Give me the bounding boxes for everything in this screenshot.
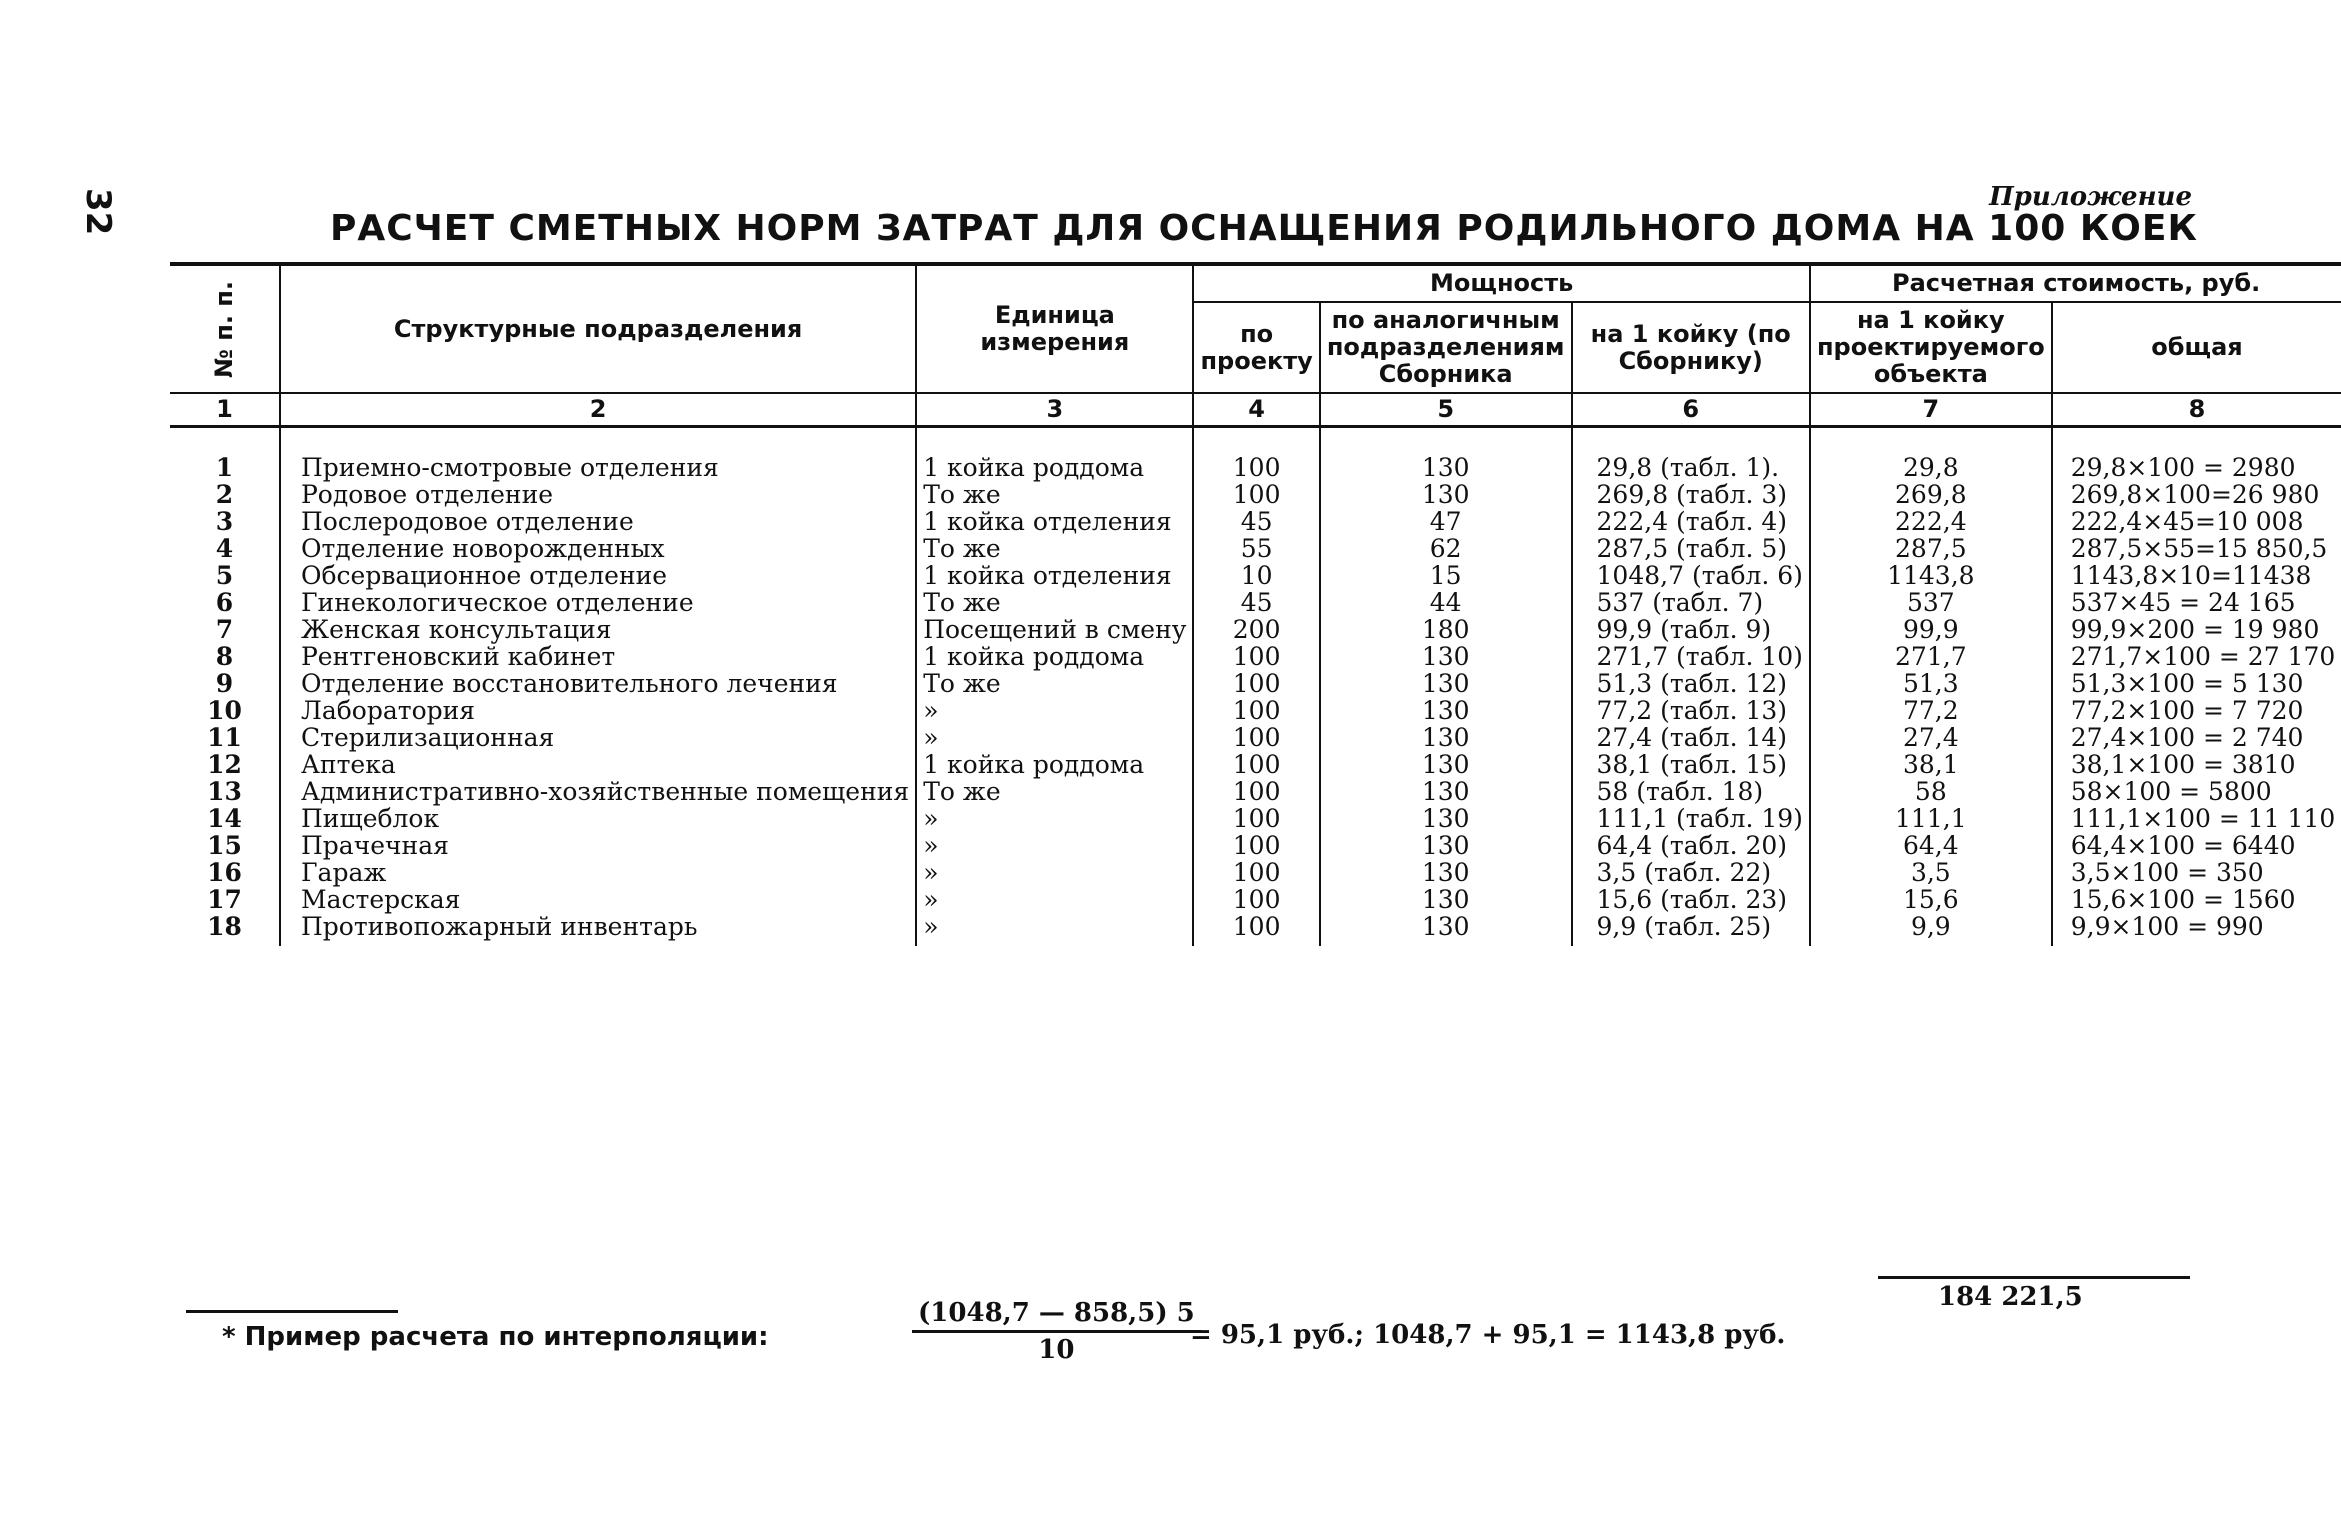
row-number: 11 xyxy=(170,724,280,751)
row-number: 15 xyxy=(170,832,280,859)
table-row xyxy=(170,886,2341,913)
col-number: 1 xyxy=(170,393,280,427)
project-capacity: 100 xyxy=(1193,697,1319,724)
unit-cell: 1 койка отделения xyxy=(916,562,1193,589)
spacer-row xyxy=(170,427,2341,455)
project-capacity: 10 xyxy=(1193,562,1319,589)
per-bed-object-cost: 58 xyxy=(1810,778,2052,805)
table-row xyxy=(170,913,2341,946)
total-cost: 29,8×100 = 2980 xyxy=(2052,454,2341,481)
per-bed-norm: 271,7 (табл. 10) xyxy=(1572,643,1810,670)
table-row xyxy=(170,832,2341,859)
unit-cell: » xyxy=(916,859,1193,886)
per-bed-object-cost: 111,1 xyxy=(1810,805,2052,832)
unit-cell: » xyxy=(916,832,1193,859)
total-cost: 51,3×100 = 5 130 xyxy=(2052,670,2341,697)
column-number-row xyxy=(170,393,2341,427)
table-row xyxy=(170,724,2341,751)
total-cost: 537×45 = 24 165 xyxy=(2052,589,2341,616)
total-rule xyxy=(1878,1276,2190,1279)
col-number: 5 xyxy=(1320,393,1572,427)
project-capacity: 100 xyxy=(1193,724,1319,751)
division-name: Мастерская xyxy=(280,886,916,913)
row-number: 13 xyxy=(170,778,280,805)
division-name: Гинекологическое отделение xyxy=(280,589,916,616)
total-cost: 9,9×100 = 990 xyxy=(2052,913,2341,946)
total-cost: 77,2×100 = 7 720 xyxy=(2052,697,2341,724)
total-cost: 269,8×100=26 980 xyxy=(2052,481,2341,508)
analog-capacity: 44 xyxy=(1320,589,1572,616)
total-cost: 15,6×100 = 1560 xyxy=(2052,886,2341,913)
table-row xyxy=(170,751,2341,778)
appendix-label: Приложение xyxy=(1989,182,2192,212)
project-capacity: 100 xyxy=(1193,859,1319,886)
division-name: Родовое отделение xyxy=(280,481,916,508)
header-per-bed-object: на 1 койку проектируемого объекта xyxy=(1810,302,2052,393)
row-number: 5 xyxy=(170,562,280,589)
table-row xyxy=(170,778,2341,805)
row-number: 4 xyxy=(170,535,280,562)
per-bed-norm: 15,6 (табл. 23) xyxy=(1572,886,1810,913)
unit-cell: » xyxy=(916,724,1193,751)
per-bed-norm: 1048,7 (табл. 6) xyxy=(1572,562,1810,589)
per-bed-norm: 222,4 (табл. 4) xyxy=(1572,508,1810,535)
table-row xyxy=(170,508,2341,535)
unit-cell: То же xyxy=(916,778,1193,805)
col-number: 4 xyxy=(1193,393,1319,427)
row-number: 18 xyxy=(170,913,280,946)
footnote-label: * Пример расчета по интерполяции: xyxy=(222,1322,769,1352)
fraction-numerator: (1048,7 — 858,5) 5 xyxy=(912,1298,1201,1333)
table-header xyxy=(170,264,2341,427)
row-number: 12 xyxy=(170,751,280,778)
per-bed-norm: 38,1 (табл. 15) xyxy=(1572,751,1810,778)
table-row xyxy=(170,670,2341,697)
total-cost: 58×100 = 5800 xyxy=(2052,778,2341,805)
division-name: Противопожарный инвентарь xyxy=(280,913,916,946)
division-name: Отделение восстановительного лечения xyxy=(280,670,916,697)
per-bed-object-cost: 1143,8 xyxy=(1810,562,2052,589)
header-per-bed: на 1 койку (по Сборнику) xyxy=(1572,302,1810,393)
header-total: общая xyxy=(2052,302,2341,393)
row-number: 3 xyxy=(170,508,280,535)
total-cost: 271,7×100 = 27 170 xyxy=(2052,643,2341,670)
interpolation-result: = 95,1 руб.; 1048,7 + 95,1 = 1143,8 руб. xyxy=(1190,1320,1786,1350)
per-bed-object-cost: 29,8 xyxy=(1810,454,2052,481)
division-name: Женская консультация xyxy=(280,616,916,643)
row-number: 10 xyxy=(170,697,280,724)
table-row xyxy=(170,562,2341,589)
table-row xyxy=(170,643,2341,670)
per-bed-norm: 77,2 (табл. 13) xyxy=(1572,697,1810,724)
per-bed-object-cost: 3,5 xyxy=(1810,859,2052,886)
header-cost-group: Расчетная стоимость, руб. xyxy=(1810,264,2341,302)
per-bed-norm: 287,5 (табл. 5) xyxy=(1572,535,1810,562)
analog-capacity: 130 xyxy=(1320,859,1572,886)
division-name: Лаборатория xyxy=(280,697,916,724)
per-bed-norm: 9,9 (табл. 25) xyxy=(1572,913,1810,946)
analog-capacity: 130 xyxy=(1320,805,1572,832)
division-name: Прачечная xyxy=(280,832,916,859)
per-bed-object-cost: 99,9 xyxy=(1810,616,2052,643)
footnote-rule xyxy=(186,1310,398,1313)
per-bed-norm: 29,8 (табл. 1). xyxy=(1572,454,1810,481)
division-name: Рентгеновский кабинет xyxy=(280,643,916,670)
per-bed-norm: 58 (табл. 18) xyxy=(1572,778,1810,805)
per-bed-object-cost: 269,8 xyxy=(1810,481,2052,508)
table-row xyxy=(170,589,2341,616)
row-number: 16 xyxy=(170,859,280,886)
total-cost: 287,5×55=15 850,5 xyxy=(2052,535,2341,562)
analog-capacity: 180 xyxy=(1320,616,1572,643)
unit-cell: То же xyxy=(916,535,1193,562)
row-number: 8 xyxy=(170,643,280,670)
fraction-denominator: 10 xyxy=(1038,1335,1075,1365)
project-capacity: 100 xyxy=(1193,454,1319,481)
per-bed-norm: 3,5 (табл. 22) xyxy=(1572,859,1810,886)
project-capacity: 100 xyxy=(1193,778,1319,805)
row-number: 1 xyxy=(170,454,280,481)
project-capacity: 200 xyxy=(1193,616,1319,643)
header-by-analogous: по аналогичным подразделениям Сборника xyxy=(1320,302,1572,393)
project-capacity: 45 xyxy=(1193,589,1319,616)
page-title: РАСЧЕТ СМЕТНЫХ НОРМ ЗАТРАТ ДЛЯ ОСНАЩЕНИЯ РОДИЛЬНОГО ДОМА НА 100 КОЕК xyxy=(330,208,2198,249)
unit-cell: То же xyxy=(916,589,1193,616)
total-cost: 222,4×45=10 008 xyxy=(2052,508,2341,535)
row-number: 14 xyxy=(170,805,280,832)
analog-capacity: 15 xyxy=(1320,562,1572,589)
col-number: 6 xyxy=(1572,393,1810,427)
total-cost: 38,1×100 = 3810 xyxy=(2052,751,2341,778)
project-capacity: 100 xyxy=(1193,751,1319,778)
col-number: 3 xyxy=(916,393,1193,427)
per-bed-norm: 27,4 (табл. 14) xyxy=(1572,724,1810,751)
analog-capacity: 62 xyxy=(1320,535,1572,562)
header-divisions: Структурные подразделения xyxy=(280,264,916,393)
unit-cell: 1 койка роддома xyxy=(916,454,1193,481)
division-name: Гараж xyxy=(280,859,916,886)
grand-total: 184 221,5 xyxy=(1938,1282,2083,1312)
per-bed-object-cost: 51,3 xyxy=(1810,670,2052,697)
per-bed-norm: 269,8 (табл. 3) xyxy=(1572,481,1810,508)
col-number: 2 xyxy=(280,393,916,427)
per-bed-object-cost: 537 xyxy=(1810,589,2052,616)
unit-cell: 1 койка роддома xyxy=(916,751,1193,778)
unit-cell: » xyxy=(916,697,1193,724)
per-bed-norm: 64,4 (табл. 20) xyxy=(1572,832,1810,859)
division-name: Аптека xyxy=(280,751,916,778)
analog-capacity: 130 xyxy=(1320,751,1572,778)
per-bed-object-cost: 27,4 xyxy=(1810,724,2052,751)
analog-capacity: 130 xyxy=(1320,778,1572,805)
total-cost: 27,4×100 = 2 740 xyxy=(2052,724,2341,751)
analog-capacity: 130 xyxy=(1320,643,1572,670)
division-name: Обсервационное отделение xyxy=(280,562,916,589)
table-row xyxy=(170,859,2341,886)
division-name: Послеродовое отделение xyxy=(280,508,916,535)
analog-capacity: 130 xyxy=(1320,724,1572,751)
table-row xyxy=(170,616,2341,643)
division-name: Административно-хозяйственные помещения xyxy=(280,778,916,805)
unit-cell: 1 койка отделения xyxy=(916,508,1193,535)
table-row xyxy=(170,535,2341,562)
row-number: 2 xyxy=(170,481,280,508)
analog-capacity: 130 xyxy=(1320,886,1572,913)
cost-table xyxy=(170,262,2341,946)
analog-capacity: 130 xyxy=(1320,481,1572,508)
unit-cell: То же xyxy=(916,481,1193,508)
page-number: 32 xyxy=(78,188,118,236)
division-name: Отделение новорожденных xyxy=(280,535,916,562)
table-body xyxy=(170,427,2341,947)
analog-capacity: 130 xyxy=(1320,913,1572,946)
table-row xyxy=(170,454,2341,481)
project-capacity: 45 xyxy=(1193,508,1319,535)
analog-capacity: 130 xyxy=(1320,454,1572,481)
analog-capacity: 130 xyxy=(1320,697,1572,724)
division-name: Стерилизационная xyxy=(280,724,916,751)
table-row xyxy=(170,697,2341,724)
header-by-project: по проекту xyxy=(1193,302,1319,393)
row-number: 7 xyxy=(170,616,280,643)
per-bed-object-cost: 15,6 xyxy=(1810,886,2052,913)
total-cost: 99,9×200 = 19 980 xyxy=(2052,616,2341,643)
header-unit: Единица измерения xyxy=(916,264,1193,393)
project-capacity: 100 xyxy=(1193,643,1319,670)
per-bed-object-cost: 271,7 xyxy=(1810,643,2052,670)
analog-capacity: 130 xyxy=(1320,670,1572,697)
per-bed-norm: 537 (табл. 7) xyxy=(1572,589,1810,616)
per-bed-norm: 111,1 (табл. 19) xyxy=(1572,805,1810,832)
per-bed-object-cost: 9,9 xyxy=(1810,913,2052,946)
project-capacity: 100 xyxy=(1193,832,1319,859)
per-bed-object-cost: 77,2 xyxy=(1810,697,2052,724)
unit-cell: Посещений в смену xyxy=(916,616,1193,643)
table-row xyxy=(170,481,2341,508)
col-number: 7 xyxy=(1810,393,2052,427)
header-num: № п. п. xyxy=(170,264,280,393)
project-capacity: 100 xyxy=(1193,805,1319,832)
total-cost: 64,4×100 = 6440 xyxy=(2052,832,2341,859)
interpolation-fraction xyxy=(912,1298,1201,1365)
per-bed-norm: 99,9 (табл. 9) xyxy=(1572,616,1810,643)
row-number: 6 xyxy=(170,589,280,616)
project-capacity: 100 xyxy=(1193,913,1319,946)
analog-capacity: 130 xyxy=(1320,832,1572,859)
per-bed-norm: 51,3 (табл. 12) xyxy=(1572,670,1810,697)
total-cost: 111,1×100 = 11 110 xyxy=(2052,805,2341,832)
per-bed-object-cost: 287,5 xyxy=(1810,535,2052,562)
row-number: 9 xyxy=(170,670,280,697)
per-bed-object-cost: 222,4 xyxy=(1810,508,2052,535)
unit-cell: То же xyxy=(916,670,1193,697)
division-name: Приемно-смотровые отделения xyxy=(280,454,916,481)
unit-cell: » xyxy=(916,805,1193,832)
per-bed-object-cost: 64,4 xyxy=(1810,832,2052,859)
analog-capacity: 47 xyxy=(1320,508,1572,535)
total-cost: 3,5×100 = 350 xyxy=(2052,859,2341,886)
total-cost: 1143,8×10=11438 xyxy=(2052,562,2341,589)
unit-cell: » xyxy=(916,886,1193,913)
project-capacity: 100 xyxy=(1193,481,1319,508)
project-capacity: 55 xyxy=(1193,535,1319,562)
unit-cell: » xyxy=(916,913,1193,946)
project-capacity: 100 xyxy=(1193,886,1319,913)
project-capacity: 100 xyxy=(1193,670,1319,697)
header-capacity-group: Мощность xyxy=(1193,264,1809,302)
per-bed-object-cost: 38,1 xyxy=(1810,751,2052,778)
unit-cell: 1 койка роддома xyxy=(916,643,1193,670)
division-name: Пищеблок xyxy=(280,805,916,832)
table-row xyxy=(170,805,2341,832)
row-number: 17 xyxy=(170,886,280,913)
col-number: 8 xyxy=(2052,393,2341,427)
